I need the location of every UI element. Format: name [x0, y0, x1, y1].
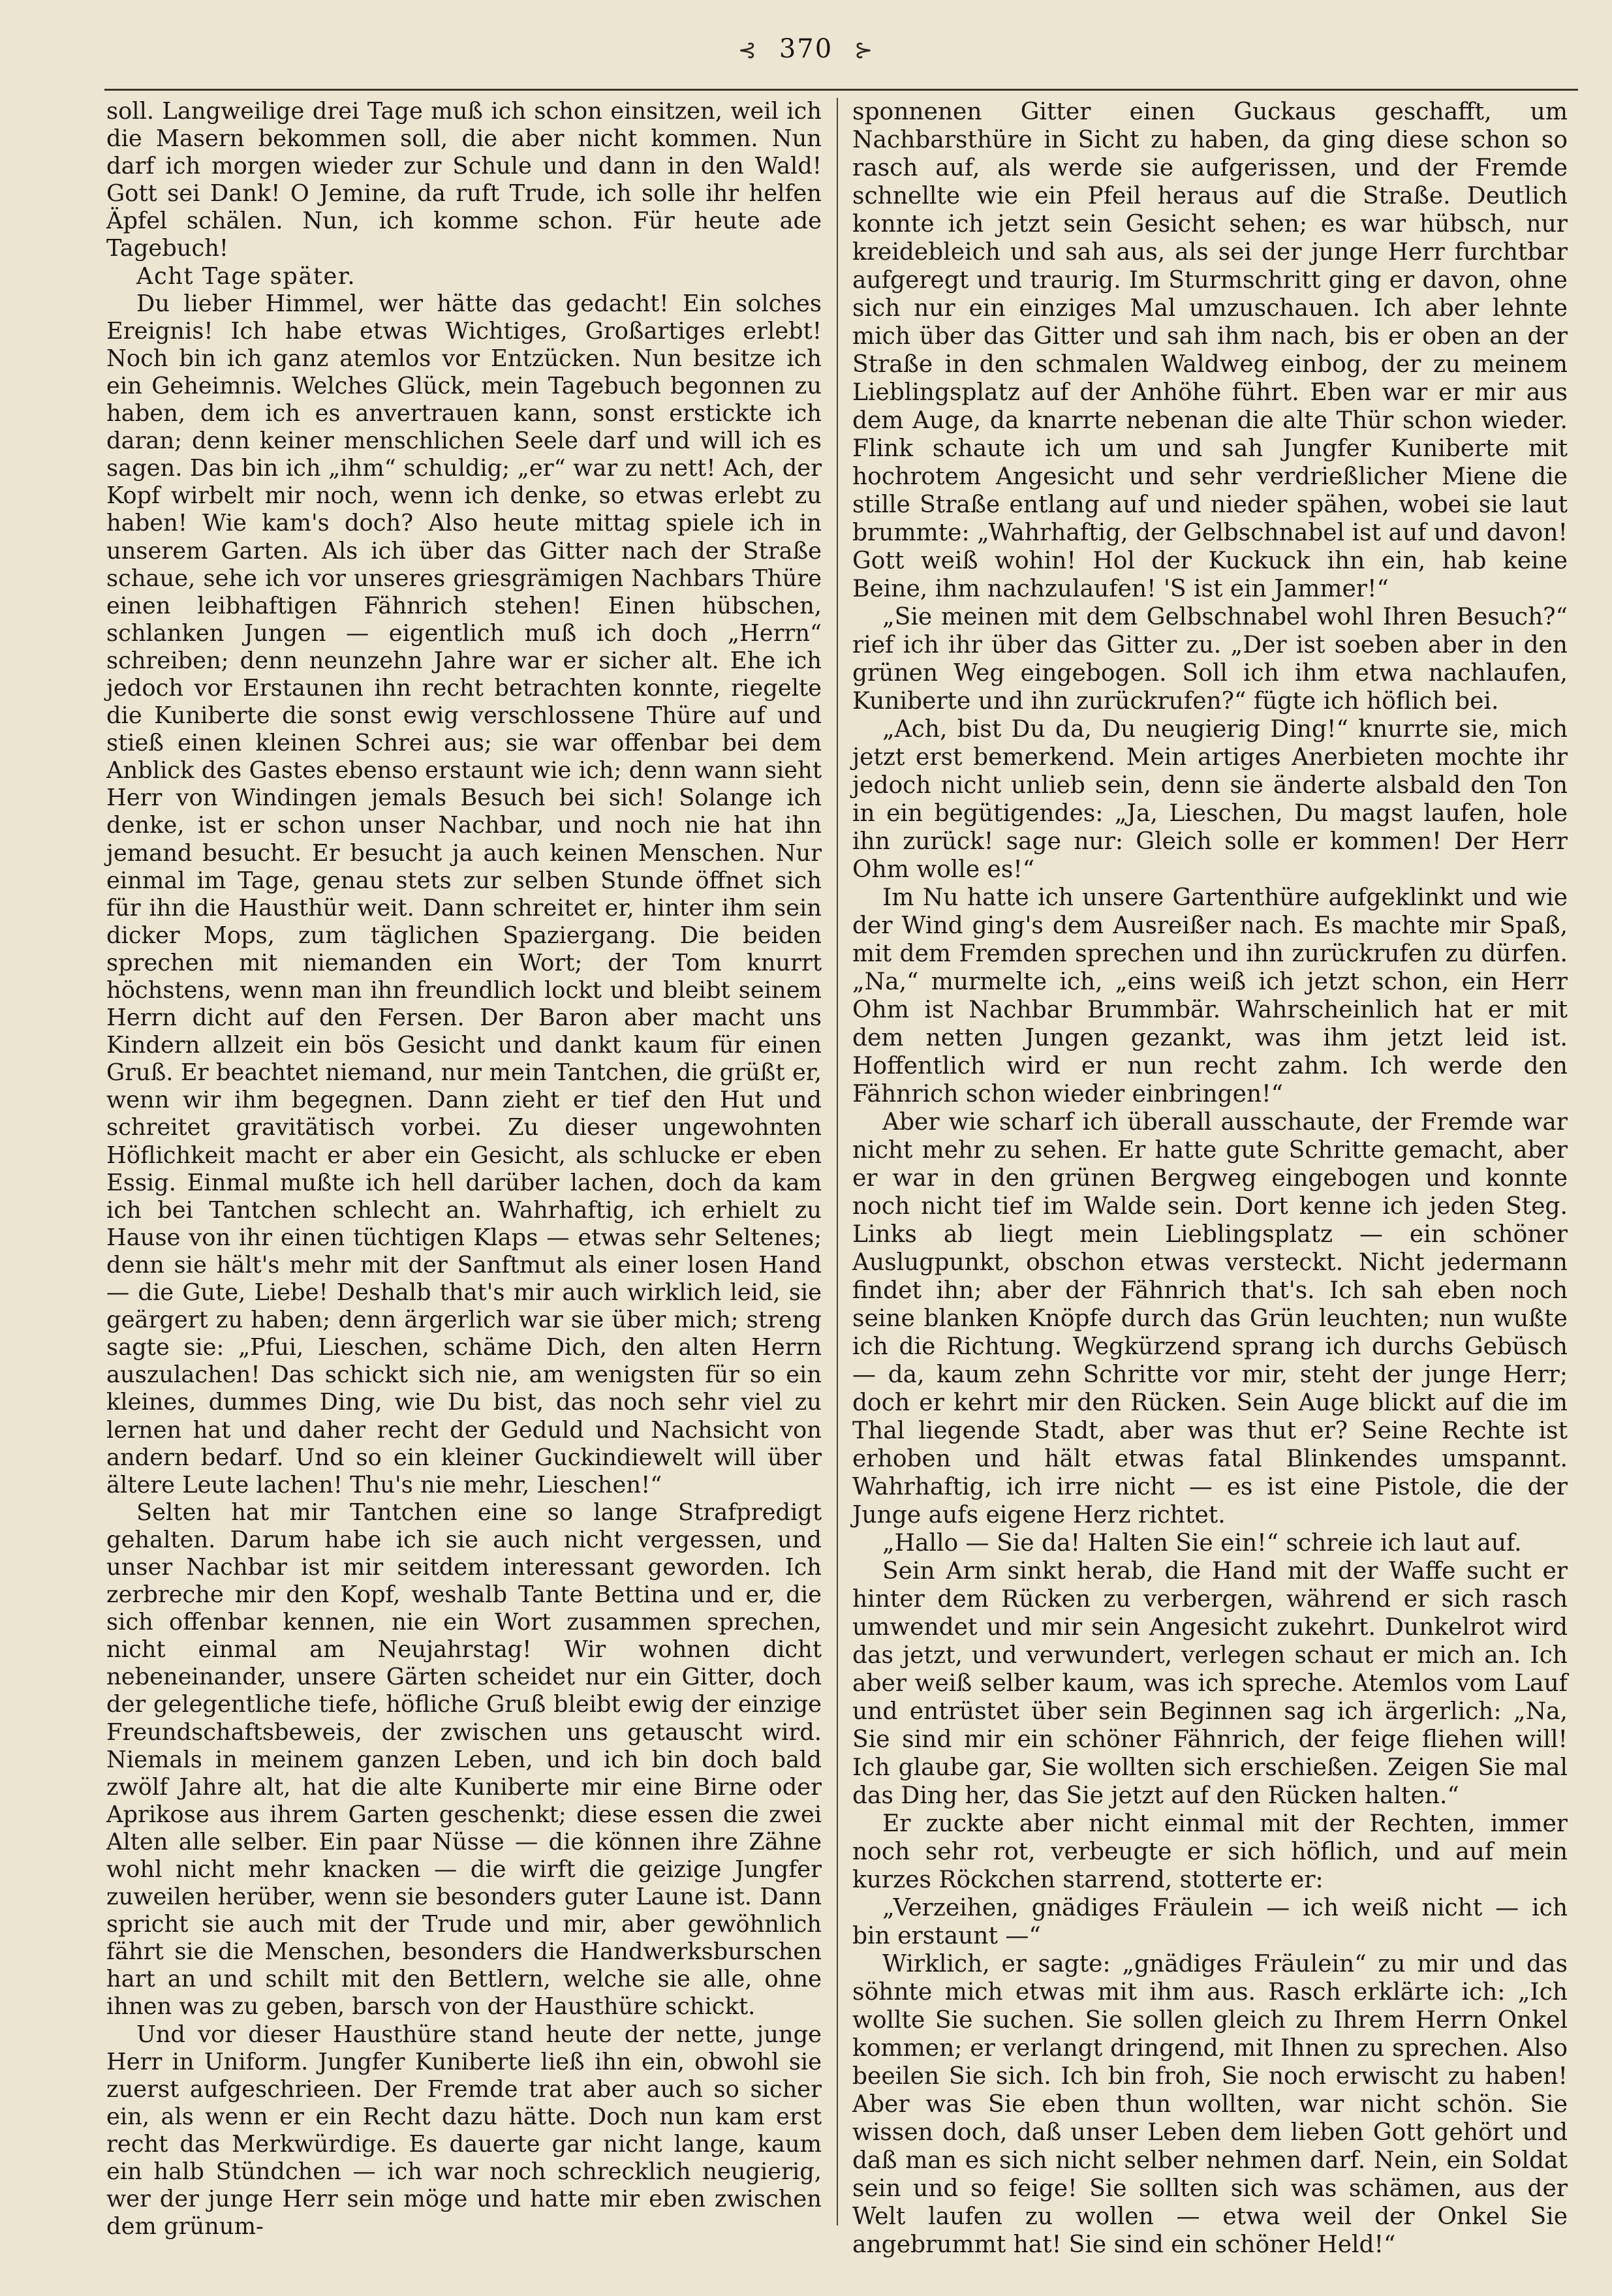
paragraph: Und vor dieser Hausthüre stand heute der nette, junge Herr in Uniform. Jungfer Kuniberte ließ ihn ein, obwohl sie zuerst aufgeschrieen. Der Fremde trat aber auch so sicher ein, als wenn er ein Recht dazu hätte. Doch nun kam erst recht das Merkwürdige. Es dauerte gar nicht lange, kaum ein halb Stündchen — ich war noch schrecklich neugierig, wer der junge Herr sein möge und hatte mir eben zwischen dem grünum- [106, 2021, 822, 2241]
paragraph: soll. Langweilige drei Tage muß ich schon einsitzen, weil ich die Masern bekommen soll, die aber nicht kommen. Nun darf ich morgen wieder zur Schule und dann in den Wald! Gott sei Dank! O Jemine, da ruft Trude, ich solle ihr helfen Äpfel schälen. Nun, ich komme schon. Für heute ade Tagebuch! [106, 98, 822, 262]
right-column [852, 98, 1568, 2259]
column-divider [837, 98, 838, 2226]
page-number: 370 [779, 34, 833, 64]
paragraph: Im Nu hatte ich unsere Gartenthüre aufgeklinkt und wie der Wind ging's dem Ausreißer nach. Es machte mir Spaß, mit dem Fremden sprechen und ihn zurückrufen zu dürfen. „Na,“ murmelte ich, „eins weiß ich jetzt schon, ein Herr Ohm ist Nachbar Brummbär. Wahrscheinlich hat er mit dem netten Jungen gezankt, was ihm jetzt leid ist. Hoffentlich wird er nun recht zahm. Ich werde den Fähnrich schon wieder einbringen!“ [852, 884, 1568, 1108]
paragraph: „Verzeihen, gnädiges Fräulein — ich weiß nicht — ich bin erstaunt —“ [852, 1895, 1568, 1949]
paragraph: Selten hat mir Tantchen eine so lange Strafpredigt gehalten. Darum habe ich sie auch nicht vergessen, und unser Nachbar ist mir seitdem interessant geworden. Ich zerbreche mir den Kopf, weshalb Tante Bettina und er, die sich offenbar kennen, nie ein Wort zusammen sprechen, nicht einmal am Neujahrstag! Wir wohnen dicht nebeneinander, unsere Gärten scheidet nur ein Gitter, doch der gelegentliche tiefe, höfliche Gruß bleibt ewig der einzige Freundschaftsbeweis, der zwischen uns getauscht wird. Niemals in meinem ganzen Leben, und ich bin doch bald zwölf Jahre alt, hat die alte Kuniberte mir eine Birne oder Aprikose aus ihrem Garten geschenkt; diese essen die zwei Alten alle selber. Ein paar Nüsse — die können ihre Zähne wohl nicht mehr knacken — die wirft die geizige Jungfer zuweilen herüber, wenn sie besonders guter Laune ist. Dann spricht sie auch mit der Trude und mir, aber gewöhnlich fährt sie die Menschen, besonders die Handwerksburschen hart an und schilt mit den Bettlern, welche sie alle, ohne ihnen was zu geben, barsch von der Hausthüre schickt. [106, 1498, 822, 2021]
paragraph: Sein Arm sinkt herab, die Hand mit der Waffe sucht er hinter dem Rücken zu verbergen, während er sich rasch umwendet und mir sein Angesicht zukehrt. Dunkelrot wird das jetzt, und verwundert, verlegen schaut er mich an. Ich aber weiß selber kaum, was ich spreche. Atemlos vom Lauf und entrüstet über sein Beginnen sag ich ärgerlich: „Na, Sie sind mir ein schöner Fähnrich, der feige fliehen will! Ich glaube gar, Sie wollten sich erschießen. Zeigen Sie mal das Ding her, das Sie jetzt auf den Rücken halten.“ [852, 1558, 1568, 1809]
paragraph: Er zuckte aber nicht einmal mit der Rechten, immer noch sehr rot, verbeugte er sich höflich, und auf mein kurzes Röckchen starrend, stotterte er: [852, 1810, 1568, 1893]
paragraph: „Hallo — Sie da! Halten Sie ein!“ schreie ich laut auf. [882, 1530, 1522, 1557]
section-subheading: Acht Tage später. [136, 262, 356, 290]
page-header [0, 34, 1612, 64]
paragraph: Aber wie scharf ich überall ausschaute, der Fremde war nicht mehr zu sehen. Er hatte gute Schritte gemacht, aber er war in den grünen Bergweg eingebogen und konnte noch nicht tief im Walde sein. Dort kenne ich jeden Steg. Links ab liegt mein Lieblingsplatz — ein schöner Auslugpunkt, obschon etwas versteckt. Nicht jedermann findet ihn; aber der Fähnrich that's. Ich sah eben noch seine blanken Knöpfe durch das Grün leuchten; nun wußte ich die Richtung. Wegkürzend sprang ich durchs Gebüsch — da, kaum zehn Schritte vor mir, steht der junge Herr; doch er kehrt mir den Rücken. Sein Auge blickt auf die im Thal liegende Stadt, aber was thut er? Seine Rechte ist erhoben und hält etwas fatal Blinkendes umspannt. Wahrhaftig, ich irre nicht — es ist eine Pistole, die der Junge aufs eigene Herz richtet. [852, 1109, 1568, 1528]
paragraph: „Ach, bist Du da, Du neugierig Ding!“ knurrte sie, mich jetzt erst bemerkend. Mein artiges Anerbieten mochte ihr jedoch nicht unlieb sein, denn sie änderte alsbald den Ton in ein begütigendes: „Ja, Lieschen, Du magst laufen, hole ihn zurück! sage nur: Gleich solle er kommen! Der Herr Ohm wolle es!“ [852, 716, 1568, 883]
left-column [106, 98, 822, 2241]
paragraph: Wirklich, er sagte: „gnädiges Fräulein“ zu mir und das söhnte mich etwas mit ihm aus. Rasch erklärte ich: „Ich wollte Sie suchen. Sie sollen gleich zu Ihrem Herrn Onkel kommen; er verlangt dringend, mit Ihnen zu sprechen. Also beeilen Sie sich. Ich bin froh, Sie noch erwischt zu haben! Aber was Sie eben thun wollten, war nicht schön. Sie wissen doch, daß unser Leben dem lieben Gott gehört und daß man es sich nicht selber nehmen darf. Nein, ein Soldat sein und so feige! Sie sollten sich was schämen, aus der Welt laufen zu wollen — etwa weil der Onkel Sie angebrummt hat! Sie sind ein schöner Held!“ [852, 1951, 1568, 2258]
paragraph: sponnenen Gitter einen Guckaus geschafft, um Nachbarsthüre in Sicht zu haben, da ging diese schon so rasch auf, als werde sie aufgerissen, und der Fremde schnellte wie ein Pfeil heraus auf die Straße. Deutlich konnte ich jetzt sein Gesicht sehen; es war hübsch, nur kreidebleich und sah aus, als sei der junge Herr furchtbar aufgeregt und traurig. Im Sturmschritt ging er davon, ohne sich nur ein einziges Mal umzuschauen. Ich aber lehnte mich über das Gitter und sah ihm nach, bis er oben an der Straße in den schmalen Waldweg einbog, der zu meinem Lieblingsplatz auf der Anhöhe führt. Eben war er mir aus dem Auge, da knarrte nebenan die alte Thür schon wieder. Flink schaute ich um und sah Jungfer Kuniberte mit hochrotem Angesicht und sehr verdrießlicher Miene die stille Straße entlang auf und nieder spähen, wobei sie laut brummte: „Wahrhaftig, der Gelbschnabel ist auf und davon! Gott weiß wohin! Hol der Kuckuck ihn ein, hab keine Beine, ihm nachzulaufen! 'S ist ein Jammer!“ [852, 99, 1568, 602]
paragraph: Du lieber Himmel, wer hätte das gedacht! Ein solches Ereignis! Ich habe etwas Wichtiges, Großartiges erlebt! Noch bin ich ganz atemlos vor Entzücken. Nun besitze ich ein Geheimnis. Welches Glück, mein Tagebuch begonnen zu haben, dem ich es anvertrauen kann, sonst erstickte ich daran; denn keiner menschlichen Seele darf und will ich es sagen. Das bin ich „ihm“ schuldig; „er“ war zu nett! Ach, der Kopf wirbelt mir noch, wenn ich denke, so etwas erlebt zu haben! Wie kam's doch? Also heute mittag spiele ich in unserem Garten. Als ich über das Gitter nach der Straße schaue, sehe ich vor unseres griesgrämigen Nachbars Thüre einen leibhaftigen Fähnrich stehen! Einen hübschen, schlanken Jungen — eigentlich muß ich doch „Herrn“ schreiben; denn neunzehn Jahre war er sicher alt. Ehe ich jedoch vor Erstaunen ihn recht betrachten konnte, riegelte die Kuniberte die sonst ewig verschlossene Thüre auf und stieß einen kleinen Schrei aus; sie war offenbar bei dem Anblick des Gastes ebenso erstaunt wie ich; denn wann sieht Herr von Windingen jemals Besuch bei sich! Solange ich denke, ist er schon unser Nachbar, und noch nie hat ihn jemand besucht. Er besucht ja auch keinen Menschen. Nur einmal im Tage, genau stets zur selben Stunde öffnet sich für ihn die Hausthür weit. Dann schreitet er, hinter ihm sein dicker Mops, zum täglichen Spaziergang. Die beiden sprechen mit niemanden ein Wort; der Tom knurrt höchstens, wenn man ihn freundlich lockt und bleibt seinem Herrn dicht auf den Fersen. Der Baron aber macht uns Kindern allzeit ein bös Gesicht und dankt kaum für einen Gruß. Er beachtet niemand, nur mein Tantchen, die grüßt er, wenn wir ihm begegnen. Dann zieht er tief den Hut und schreitet gravitätisch vorbei. Zu dieser ungewohnten Höflichkeit macht er aber ein Gesicht, als schlucke er eben Essig. Einmal mußte ich hell darüber lachen, doch da kam ich bei Tantchen schlecht an. Wahrhaftig, ich erhielt zu Hause von ihr einen tüchtigen Klaps — etwas sehr Seltenes; denn sie hält's mehr mit der Sanftmut als einer losen Hand — die Gute, Liebe! Deshalb that's mir auch wirklich leid, sie geärgert zu haben; denn ärgerlich war sie über mich; streng sagte sie: „Pfui, Lieschen, schäme Dich, den alten Herrn auszulachen! Das schickt sich nie, am wenigsten für so ein kleines, dummes Ding, wie Du bist, das noch sehr viel zu lernen hat und daher recht der Geduld und Nachsicht von andern bedarf. Und so ein kleiner Guckindiewelt will über ältere Leute lachen! Thu's nie mehr, Lieschen!“ [106, 290, 822, 1498]
ornament-left-icon: ⊰ [737, 37, 758, 63]
paragraph: „Sie meinen mit dem Gelbschnabel wohl Ihren Besuch?“ rief ich ihr über das Gitter zu. „Der ist soeben aber in den grünen Weg eingebogen. Soll ich ihm etwa nachlaufen, Kuniberte und ihn zurückrufen?“ fügte ich höflich bei. [852, 604, 1568, 715]
header-rule [104, 89, 1578, 91]
ornament-right-icon: ⊱ [854, 37, 875, 63]
